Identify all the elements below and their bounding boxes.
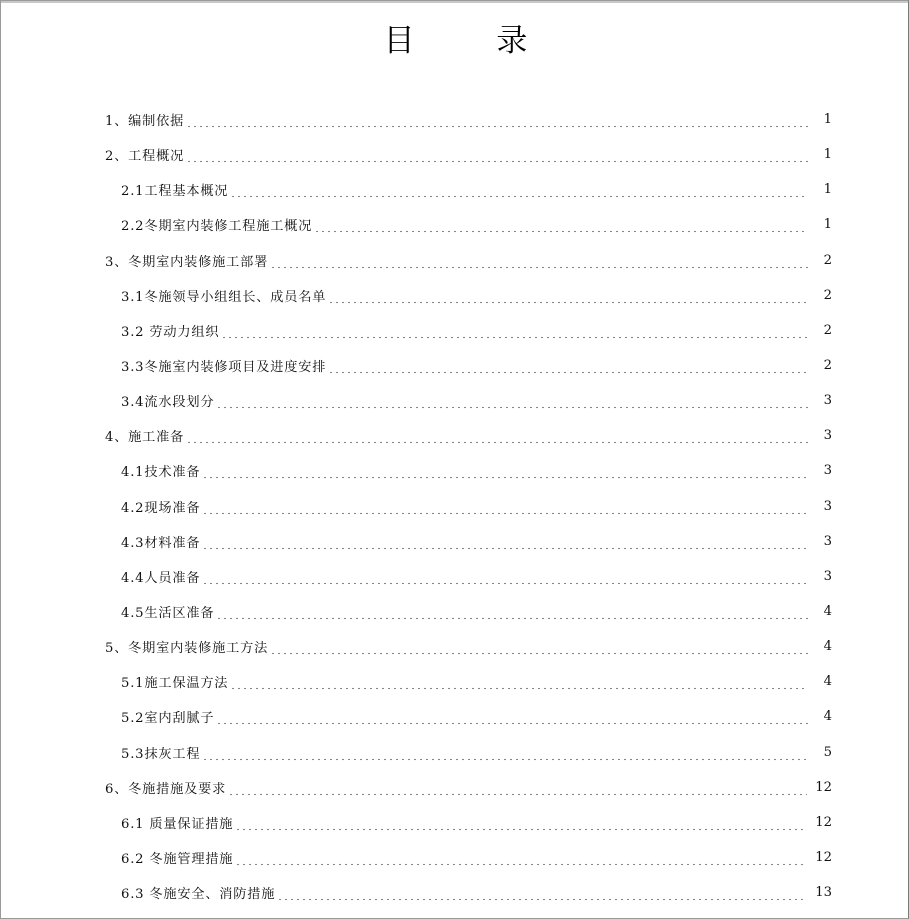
toc-entry-page-number: 4 — [823, 674, 832, 690]
toc-dot-leader — [314, 221, 808, 234]
page-title: 目 录 — [383, 23, 564, 59]
toc-entry-page-number: 1 — [823, 217, 832, 233]
toc-entry-page-number: 4 — [823, 639, 832, 655]
toc-dot-leader — [270, 257, 808, 270]
toc-entry[interactable] — [1, 243, 909, 278]
toc-dot-leader — [186, 432, 808, 445]
toc-entry-label: 6.1 质量保证措施 — [121, 816, 234, 832]
toc-entry[interactable] — [1, 348, 909, 383]
toc-entry-label: 3.3冬施室内装修项目及进度安排 — [121, 360, 327, 376]
toc-dot-leader — [202, 503, 808, 516]
toc-entry-label: 6、冬施措施及要求 — [105, 781, 227, 797]
toc-dot-leader — [235, 819, 807, 832]
toc-entry-label: 2.2冬期室内装修工程施工概况 — [121, 219, 313, 235]
toc-entry[interactable] — [1, 453, 909, 488]
toc-entry-page-number: 12 — [815, 779, 832, 795]
toc-entry-page-number: 2 — [823, 252, 832, 268]
toc-entry-label: 4.4人员准备 — [121, 570, 201, 586]
toc-entry-label: 5、冬期室内装修施工方法 — [105, 641, 269, 657]
toc-entry[interactable] — [1, 840, 909, 875]
toc-dot-leader — [216, 397, 808, 410]
toc-entry-page-number: 2 — [823, 287, 832, 303]
toc-entry[interactable] — [1, 699, 909, 734]
toc-dot-leader — [202, 467, 808, 480]
toc-entry[interactable] — [1, 875, 909, 910]
toc-entry-page-number: 4 — [823, 709, 832, 725]
toc-entry-page-number: 2 — [823, 322, 832, 338]
toc-entry-page-number: 5 — [823, 744, 832, 760]
toc-entry-label: 3.4流水段划分 — [121, 395, 215, 411]
toc-dot-leader — [202, 573, 808, 586]
toc-entry[interactable] — [1, 102, 909, 137]
toc-entry-label: 5.3抹灰工程 — [121, 746, 201, 762]
toc-entry[interactable] — [1, 137, 909, 172]
toc-entry-page-number: 1 — [823, 147, 832, 163]
toc-entry-label: 2.1工程基本概况 — [121, 184, 229, 200]
toc-dot-leader — [235, 854, 807, 867]
toc-entry-page-number: 12 — [815, 850, 832, 866]
toc-entry-label: 1、编制依据 — [105, 114, 185, 130]
toc-dot-leader — [328, 292, 808, 305]
toc-dot-leader — [186, 151, 808, 164]
toc-dot-leader — [230, 186, 808, 199]
toc-dot-leader — [277, 889, 807, 902]
toc-entry-page-number: 3 — [823, 428, 832, 444]
toc-dot-leader — [202, 538, 808, 551]
toc-entry[interactable] — [1, 594, 909, 629]
toc-dot-leader — [216, 608, 808, 621]
toc-entry[interactable] — [1, 629, 909, 664]
toc-entry[interactable] — [1, 418, 909, 453]
toc-dot-leader — [228, 784, 807, 797]
toc-entry-page-number: 3 — [823, 568, 832, 584]
toc-entry-page-number: 13 — [815, 885, 832, 901]
toc-entry-label: 6.2 冬施管理措施 — [121, 852, 234, 868]
toc-entry[interactable] — [1, 805, 909, 840]
toc-entry-label: 3.1冬施领导小组组长、成员名单 — [121, 289, 327, 305]
toc-dot-leader — [216, 713, 808, 726]
toc-entry[interactable] — [1, 559, 909, 594]
toc-entry-page-number: 3 — [823, 463, 832, 479]
toc-entry-page-number: 1 — [823, 112, 832, 128]
toc-entry[interactable] — [1, 770, 909, 805]
toc-entry-page-number: 12 — [815, 814, 832, 830]
toc-entry-label: 2、工程概况 — [105, 149, 185, 165]
toc-entry[interactable] — [1, 172, 909, 207]
toc-entry-page-number: 4 — [823, 604, 832, 620]
toc-entry[interactable] — [1, 278, 909, 313]
toc-entry-page-number: 2 — [823, 358, 832, 374]
toc-dot-leader — [186, 116, 808, 129]
toc-entry-page-number: 3 — [823, 533, 832, 549]
toc-dot-leader — [270, 643, 808, 656]
table-of-contents — [1, 102, 909, 910]
toc-entry-page-number: 1 — [823, 182, 832, 198]
toc-entry-label: 6.3 冬施安全、消防措施 — [121, 887, 276, 903]
toc-entry-label: 3.2 劳动力组织 — [121, 324, 220, 340]
toc-entry[interactable] — [1, 489, 909, 524]
toc-entry[interactable] — [1, 524, 909, 559]
toc-dot-leader — [202, 749, 808, 762]
toc-entry-label: 4.2现场准备 — [121, 500, 201, 516]
toc-dot-leader — [221, 327, 808, 340]
toc-entry[interactable] — [1, 664, 909, 699]
toc-entry-label: 3、冬期室内装修施工部署 — [105, 254, 269, 270]
toc-entry-label: 4.1技术准备 — [121, 465, 201, 481]
toc-entry-label: 4.5生活区准备 — [121, 606, 215, 622]
toc-entry-label: 5.1施工保温方法 — [121, 676, 229, 692]
toc-entry[interactable] — [1, 735, 909, 770]
toc-entry[interactable] — [1, 313, 909, 348]
toc-entry-label: 5.2室内刮腻子 — [121, 711, 215, 727]
toc-entry[interactable] — [1, 383, 909, 418]
toc-dot-leader — [328, 362, 808, 375]
toc-dot-leader — [230, 678, 808, 691]
toc-entry-page-number: 3 — [823, 393, 832, 409]
toc-entry-page-number: 3 — [823, 498, 832, 514]
toc-entry-label: 4.3材料准备 — [121, 535, 201, 551]
toc-entry-label: 4、施工准备 — [105, 430, 185, 446]
toc-entry[interactable] — [1, 207, 909, 242]
